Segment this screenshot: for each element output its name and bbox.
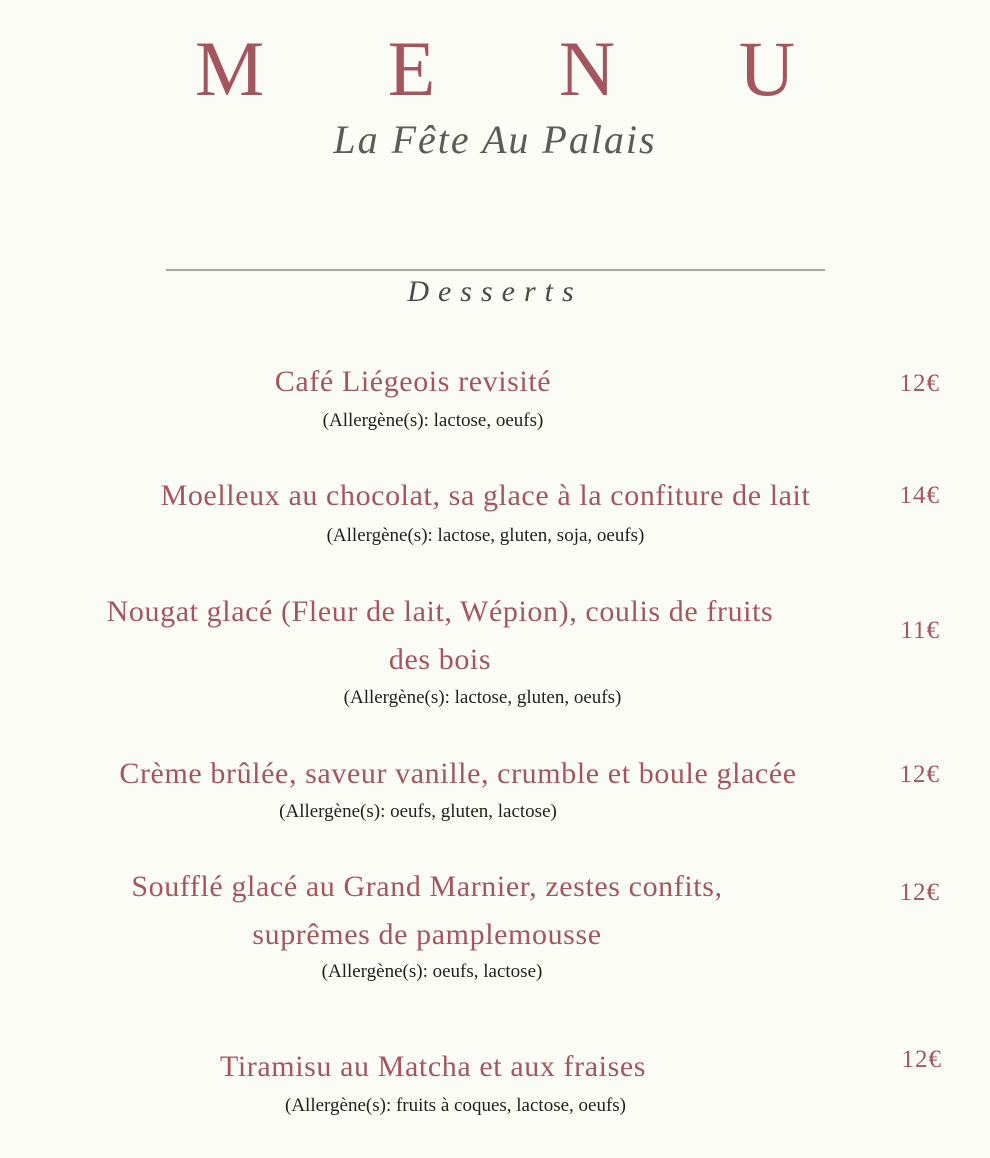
dish-price: 12€ xyxy=(899,761,940,788)
section-title-desserts: Desserts xyxy=(407,275,583,308)
dish-allergens: (Allergène(s): fruits à coques, lactose, oeufs) xyxy=(285,1095,626,1116)
dish-price: 11€ xyxy=(900,617,940,644)
dish-allergens: (Allergène(s): lactose, gluten, oeufs) xyxy=(343,687,622,708)
dish-name-line-1: Nougat glacé (Fleur de lait, Wépion), coulis de fruits xyxy=(106,595,774,628)
dish-price: 14€ xyxy=(899,482,940,509)
dish-price: 12€ xyxy=(899,370,940,397)
dish-name-line-1: Soufflé glacé au Grand Marnier, zestes confits, xyxy=(131,870,723,903)
dish-name: Moelleux au chocolat, sa glace à la confiture de lait xyxy=(160,479,811,512)
dish-name: Café Liégeois revisité xyxy=(274,365,552,398)
dish-name-line-2: des bois xyxy=(388,643,492,676)
dish-allergens: (Allergène(s): oeufs, lactose) xyxy=(321,961,543,982)
dish-name: Crème brûlée, saveur vanille, crumble et boule glacée xyxy=(119,757,797,790)
dish-price: 12€ xyxy=(899,879,940,906)
menu-title: M E N U xyxy=(194,25,848,112)
dish-allergens: (Allergène(s): lactose, oeufs) xyxy=(322,410,544,431)
dish-allergens: (Allergène(s): lactose, gluten, soja, oeufs) xyxy=(326,525,645,546)
dish-allergens: (Allergène(s): oeufs, gluten, lactose) xyxy=(279,801,557,822)
dish-price: 12€ xyxy=(901,1046,942,1073)
restaurant-name: La Fête Au Palais xyxy=(333,117,657,162)
dish-name: Tiramisu au Matcha et aux fraises xyxy=(219,1050,647,1083)
section-divider xyxy=(166,269,825,271)
dish-name-line-2: suprêmes de pamplemousse xyxy=(252,918,602,951)
